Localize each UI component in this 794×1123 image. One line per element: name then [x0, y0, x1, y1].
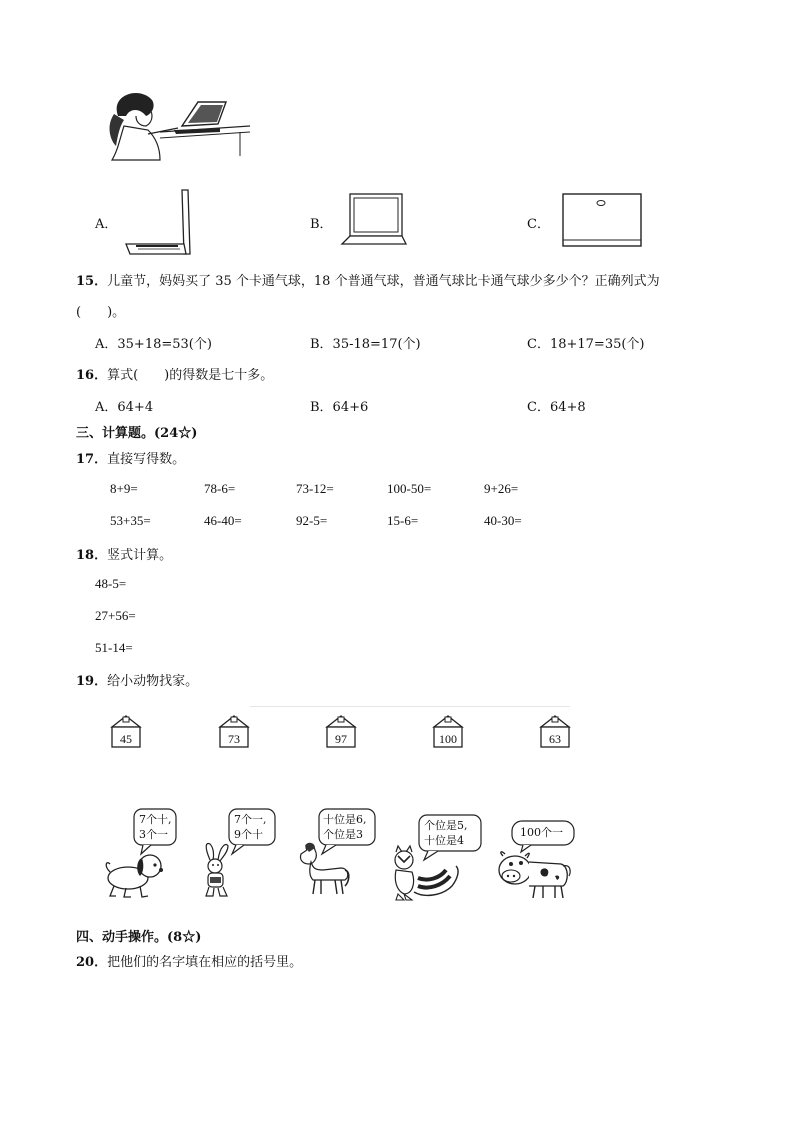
- q17-item: 78-6=: [204, 481, 236, 496]
- q17-item: 46-40=: [204, 513, 242, 528]
- bubble-text-line2: 9个十: [234, 828, 263, 841]
- bubble-text-line1: 十位是6,: [323, 813, 367, 826]
- q18-number: 18．: [76, 548, 108, 563]
- q19-text: 给小动物找家。: [107, 674, 199, 689]
- laptop-back-view-icon: [561, 192, 643, 250]
- q17-item: 73-12=: [296, 481, 334, 496]
- q16-option-a[interactable]: A．64+4: [95, 400, 154, 415]
- section-3-title: 三、计算题。(24☆): [76, 426, 198, 441]
- q17-item: 8+9=: [110, 481, 138, 496]
- q15-number: 15．: [76, 274, 108, 289]
- q17-item: 92-5=: [296, 513, 328, 528]
- q16-number: 16．: [76, 368, 108, 383]
- section-4-title: 四、动手操作。(8☆): [76, 930, 202, 945]
- q17-item: 9+26=: [484, 481, 519, 496]
- dog-icon: [104, 846, 166, 900]
- squirrel-icon: [390, 846, 462, 904]
- q16-option-c[interactable]: C．64+8: [527, 400, 586, 415]
- bubble-text-line1: 7个一,: [234, 813, 267, 826]
- q18-item: 27+56=: [95, 608, 136, 623]
- q15-text: 儿童节，妈妈买了 35 个卡通气球，18 个普通气球，普通气球比卡通气球少多少个？正确列式为: [107, 274, 660, 289]
- q20-text: 把他们的名字填在相应的括号里。: [107, 955, 303, 970]
- girl-at-laptop-illustration: [100, 86, 260, 166]
- q20-number: 20．: [76, 955, 108, 970]
- q17-item: 100-50=: [387, 481, 432, 496]
- q18-question: [76, 544, 172, 563]
- q16-text: 算式( )的得数是七十多。: [107, 368, 274, 383]
- q17-item: 40-30=: [484, 513, 522, 528]
- q15-option-a[interactable]: A．35+18=53(个): [95, 337, 212, 352]
- q14-option-c-label[interactable]: C．: [527, 217, 550, 232]
- q17-item: 53+35=: [110, 513, 151, 528]
- laptop-side-view-icon: [124, 188, 196, 258]
- house-number: 100: [439, 732, 457, 746]
- q16-question: [76, 364, 273, 383]
- q18-text: 竖式计算。: [107, 548, 173, 563]
- q17-item: 15-6=: [387, 513, 419, 528]
- q15-answer-blank: ( )。: [76, 305, 126, 320]
- q16-option-b[interactable]: B．64+6: [310, 400, 369, 415]
- bubble-text-line1: 个位是5,: [424, 819, 468, 832]
- q19-question: [76, 670, 198, 689]
- laptop-front-view-icon: [340, 192, 408, 248]
- house-number: 63: [549, 732, 561, 746]
- house-number: 97: [335, 732, 347, 746]
- bubble-text-line2: 个位是3: [323, 828, 363, 841]
- q18-item: 51-14=: [95, 640, 133, 655]
- q18-item: 48-5=: [95, 576, 127, 591]
- q17-question: [76, 448, 185, 467]
- q14-option-b-label[interactable]: B．: [310, 217, 333, 232]
- cow-icon: [497, 850, 573, 902]
- bubble-text-line2: 3个一: [139, 828, 168, 841]
- picture-area-top-line: [250, 706, 570, 707]
- q15-option-b[interactable]: B．35-18=17(个): [310, 337, 421, 352]
- q15-option-c[interactable]: C．18+17=35(个): [527, 337, 645, 352]
- bubble-text-line2: 十位是4: [424, 834, 464, 847]
- q15-question: [76, 270, 660, 289]
- rabbit-icon: [198, 842, 234, 900]
- q19-number: 19．: [76, 674, 108, 689]
- house-number: 45: [120, 732, 132, 746]
- bubble-text-line1: 7个十,: [139, 813, 172, 826]
- horse-icon: [293, 842, 351, 898]
- bubble-text-line1: 100个一: [520, 826, 563, 839]
- q20-question: [76, 951, 302, 970]
- q17-text: 直接写得数。: [107, 452, 186, 467]
- q14-option-a-label[interactable]: A．: [95, 217, 118, 232]
- house-number: 73: [228, 732, 240, 746]
- q17-number: 17．: [76, 452, 108, 467]
